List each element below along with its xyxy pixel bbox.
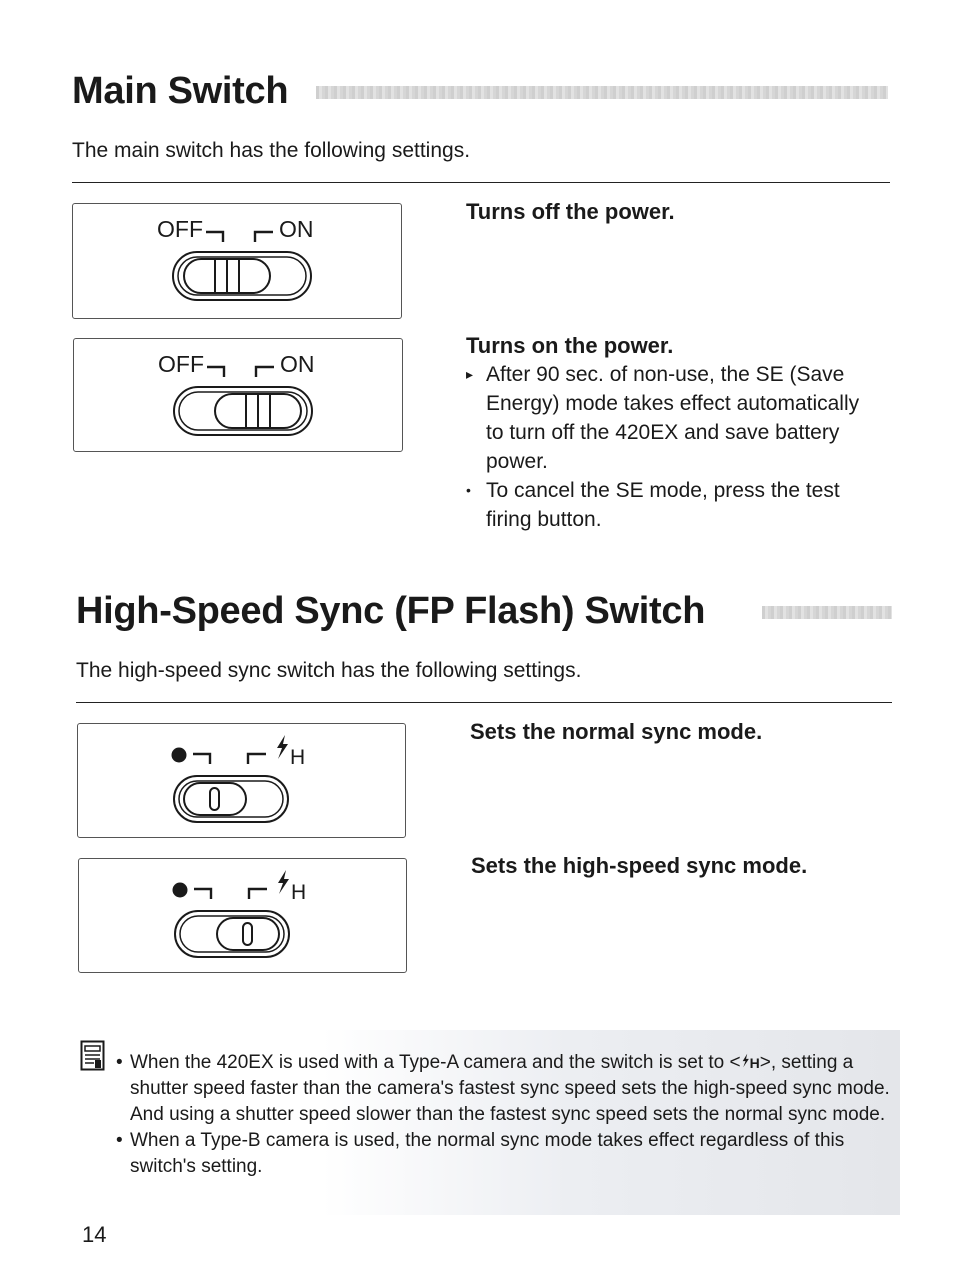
normal-sync-dot-icon [170,746,188,764]
setting-high-speed-title: Sets the high-speed sync mode. [471,853,808,878]
divider [76,702,892,703]
switch-on-label: ON [280,351,315,377]
switch-on-label: ON [279,216,314,242]
main-switch-off-diagram [72,203,402,319]
on-bracket-icon [251,228,279,242]
flash-bolt-icon [275,869,291,895]
switch-off-label: OFF [157,216,203,242]
setting-off-title: Turns off the power. [466,199,675,224]
setting-normal-title: Sets the normal sync mode. [470,719,763,744]
on-bracket-icon [244,750,272,764]
triangle-bullet-icon: ▸ [466,366,474,382]
on-bracket-icon [245,885,273,899]
normal-sync-dot-icon [171,881,189,899]
list-item: • When a Type-B camera is used, the normal sync mode takes effect regardless of this switch's setting. [116,1130,845,1177]
hss-high-speed-diagram [78,858,407,973]
divider [72,182,890,183]
heading-bar [762,606,892,619]
flash-bolt-icon [274,734,290,760]
slide-switch-on-icon [172,385,314,437]
slide-switch-high-speed-icon [173,909,291,959]
main-switch-intro: The main switch has the following settings. [72,139,471,162]
main-switch-heading: Main Switch [72,70,289,112]
high-speed-symbol: H [749,1055,760,1071]
off-bracket-icon [190,750,218,764]
off-bracket-icon [204,363,232,377]
list-item: ▸ After 90 sec. of non-use, the SE (Save Energy) mode takes effect automatically to turn off the 420EX and save battery power. [466,360,866,476]
slide-switch-off-icon [171,250,313,302]
memo-icon [80,1040,106,1072]
main-switch-on-diagram [73,338,403,452]
page-number: 14 [82,1222,107,1247]
heading-bar [316,86,888,99]
list-item: • To cancel the SE mode, press the test firing button. [466,476,866,534]
list-item: • When the 420EX is used with a Type-A camera and the switch is set to < H>, setting a shutter speed faster than the camera's fastest sync speed sets the high-speed sync mode. And using a shutter speed slower than the fastest sync speed sets the normal sync mode. [116,1052,890,1125]
setting-on-bullets [466,360,866,534]
note-list [114,1050,894,1180]
bullet-icon: • [116,1052,123,1073]
flash-bolt-icon [741,1053,750,1068]
switch-off-label: OFF [158,351,204,377]
off-bracket-icon [191,885,219,899]
on-bracket-icon [252,363,280,377]
high-speed-label: H [291,881,307,904]
hss-switch-intro: The high-speed sync switch has the following settings. [76,659,582,682]
off-bracket-icon [203,228,231,242]
slide-switch-normal-icon [172,774,290,824]
setting-on-title: Turns on the power. [466,333,674,358]
bullet-icon: • [116,1130,123,1151]
bullet-icon: • [466,482,471,498]
hss-normal-diagram [77,723,406,838]
hss-switch-heading: High-Speed Sync (FP Flash) Switch [76,590,706,632]
high-speed-label: H [290,746,306,769]
